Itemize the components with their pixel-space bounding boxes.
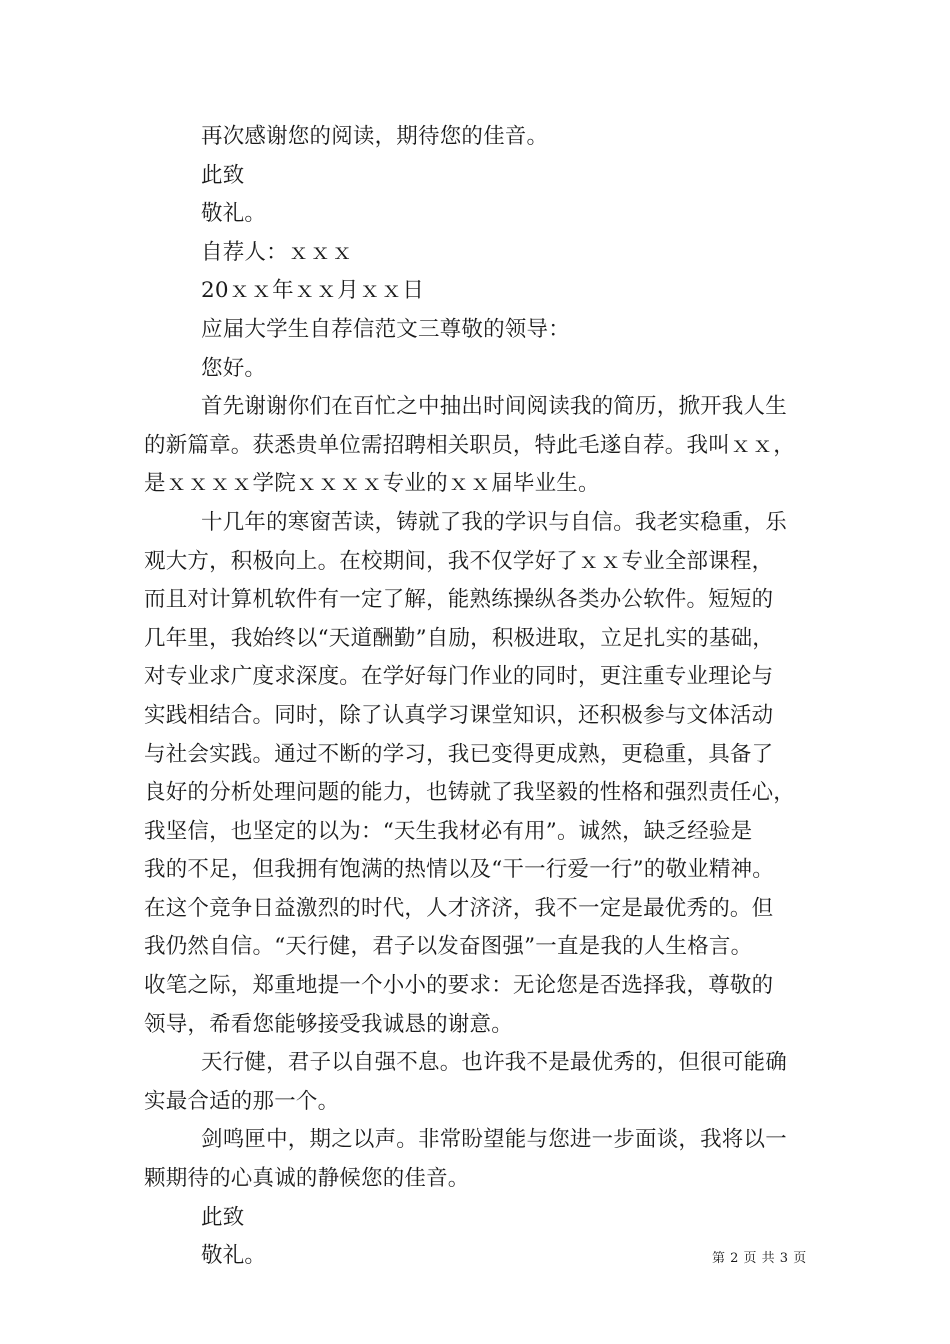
text-line: 对专业求广度求深度。在学好每门作业的同时，更注重专业理论与	[144, 664, 774, 690]
text-line: 我仍然自信。“天行健，君子以发奋图强”一直是我的人生格言。	[144, 934, 753, 960]
text-line: 几年里，我始终以“天道酬勤”自励，积极进取，立足扎实的基础，	[144, 625, 774, 651]
text-line: 领导，希看您能够接受我诚恳的谢意。	[144, 1011, 513, 1037]
text-line: 敬礼。	[201, 1243, 267, 1269]
text-line: 与社会实践。通过不断的学习，我已变得更成熟，更稳重，具备了	[144, 741, 774, 767]
text-line: 收笔之际，郑重地提一个小小的要求：无论您是否选择我，尊敬的	[144, 973, 774, 999]
text-line: 首先谢谢你们在百忙之中抽出时间阅读我的简历，掀开我人生	[201, 394, 787, 420]
text-line: 剑鸣匣中，期之以声。非常盼望能与您进一步面谈，我将以一	[201, 1127, 787, 1153]
text-line: 是ｘｘｘｘ学院ｘｘｘｘ专业的ｘｘ届毕业生。	[144, 471, 600, 497]
text-line: 您好。	[201, 355, 267, 381]
text-line: 天行健，君子以自强不息。也许我不是最优秀的，但很可能确	[201, 1050, 787, 1076]
text-line: 十几年的寒窗苦读，铸就了我的学识与自信。我老实稳重，乐	[201, 509, 787, 535]
text-line: 实践相结合。同时，除了认真学习课堂知识，还积极参与文体活动	[144, 702, 774, 728]
text-line: 实最合适的那一个。	[144, 1088, 340, 1114]
text-line: 而且对计算机软件有一定了解，能熟练操纵各类办公软件。短短的	[144, 587, 774, 613]
text-line: 应届大学生自荐信范文三尊敬的领导：	[201, 316, 570, 342]
text-line: 敬礼。	[201, 201, 267, 227]
page-number: 第 2 页 共 3 页	[712, 1251, 807, 1266]
text-line: 良好的分析处理问题的能力，也铸就了我坚毅的性格和强烈责任心，	[144, 780, 796, 806]
text-line: 的新篇章。获悉贵单位需招聘相关职员，特此毛遂自荐。我叫ｘｘ，	[144, 432, 796, 458]
text-line: 在这个竞争日益激烈的时代，人才济济，我不一定是最优秀的。但	[144, 895, 774, 921]
text-line: 此致	[201, 1204, 245, 1230]
text-line: 观大方，积极向上。在校期间，我不仅学好了ｘｘ专业全部课程，	[144, 548, 774, 574]
text-line: 我的不足，但我拥有饱满的热情以及“干一行爱一行”的敬业精神。	[144, 857, 774, 883]
document-body	[144, 118, 814, 1276]
text-line: 再次感谢您的阅读，期待您的佳音。	[201, 124, 549, 149]
text-line: 颗期待的心真诚的静候您的佳音。	[144, 1166, 470, 1192]
text-line: 自荐人：ｘｘｘ	[201, 239, 353, 265]
text-line: 我坚信，也坚定的以为：“天生我材必有用”。诚然，缺乏经验是	[144, 818, 753, 844]
text-line: 此致	[201, 162, 245, 188]
text-line: 20ｘｘ年ｘｘ月ｘｘ日	[201, 278, 425, 304]
